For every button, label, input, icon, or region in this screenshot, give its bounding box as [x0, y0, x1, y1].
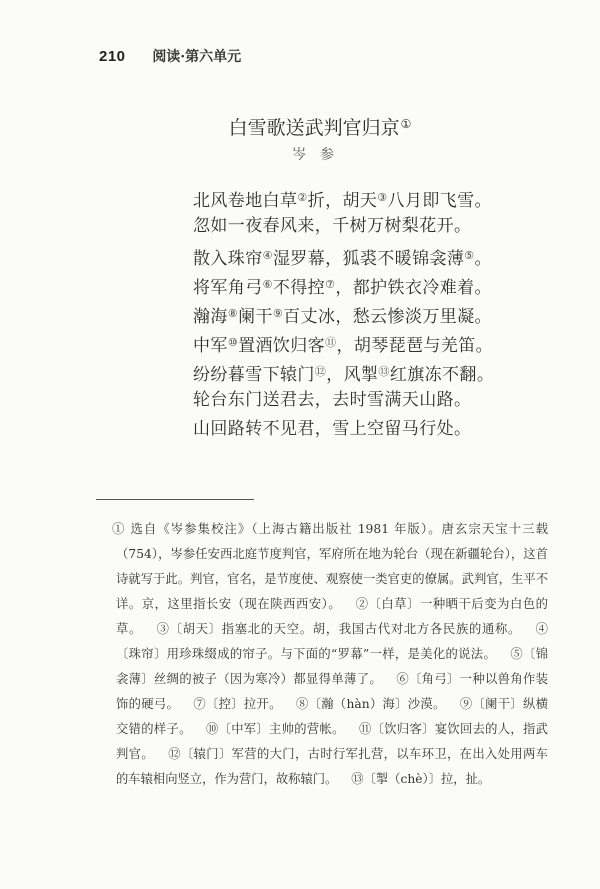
footnote: ⑬〔掣（chè）〕拉，扯。 [351, 772, 491, 786]
poem-text: 忽如一夜春风来，千树万树梨花开。 [193, 216, 472, 236]
footnote: ⑧〔瀚（hàn）海〕沙漠。 [295, 697, 446, 711]
footnote-marker: ⑤ [464, 249, 475, 262]
footnote-marker: ⑩ [227, 336, 239, 349]
poem-line [193, 299, 494, 328]
footnote-marker: ③ [377, 191, 388, 204]
footnote-marker: ⑦ [325, 278, 336, 291]
footnote: ① 选自《岑参集校注》（上海古籍出版社 1981 年版）。唐玄宗天宝十三载（754），岑参任安西北庭节度判官，军府所在地为轮台（现在新疆轮台），这首诗就写于此。判官，官名，是节度使、观察使一类官吏的僚属。武判官，生平不详。京，这里指长安（现在陕西西安）。 [112, 522, 548, 611]
footnote: ⑥〔角弓〕一种以兽角作装饰的硬弓。 [116, 672, 548, 711]
footnote: ⑪〔饮归客〕宴饮回去的人，指武判官。 [116, 722, 548, 761]
poem-title [0, 113, 600, 140]
footnote-marker: ② [297, 191, 308, 204]
footnote-marker: ① [400, 117, 412, 131]
footnote-divider [96, 499, 254, 500]
footnote: ⑫〔辕门〕军营的大门，古时行军扎营，以车环卫，在出入处用两车的车辕相向竖立，作为营门，故称辕门。 [116, 747, 548, 786]
poem-author: 岑参 [292, 147, 348, 163]
poem-text: 阑干 [238, 307, 273, 327]
poem-text: 不得控 [272, 278, 326, 298]
footnote: ⑨〔阑干〕纵横交错的样子。 [116, 697, 548, 736]
poem-text: 百丈冰，愁云惨淡万里凝。 [283, 307, 492, 327]
poem-body [193, 183, 494, 444]
footnote: ⑤〔锦衾薄〕丝绸的被子（因为寒冷）都显得单薄了。 [116, 647, 548, 686]
poem-text: 瀚海 [193, 307, 228, 327]
footnote: ③〔胡天〕指塞北的天空。胡，我国古代对北方各民族的通称。 [156, 622, 522, 636]
page-number: 210 [99, 48, 126, 65]
poem-text: 北风卷地白草 [193, 191, 298, 211]
poem-text: ，风掣 [326, 365, 379, 385]
footnote: ④〔珠帘〕用珍珠缀成的帘子。与下面的“罗幕”一样，是美化的说法。 [116, 622, 548, 661]
footnote: ②〔白草〕一种晒干后变为白色的草。 [116, 597, 548, 636]
poem-line [193, 183, 494, 212]
poem-text: 红旗冻不翻。 [389, 365, 495, 385]
poem-line [193, 386, 494, 415]
poem-line [193, 241, 494, 270]
poem-text: 将军角弓 [193, 278, 263, 298]
footnote-marker: ⑨ [272, 307, 284, 320]
poem-text: 山回路转不见君，雪上空留马行处。 [193, 419, 472, 439]
poem-text: 。 [474, 249, 492, 269]
footnote-marker: ⑫ [314, 365, 327, 378]
footnote-marker: ⑪ [325, 336, 337, 349]
footnote-marker: ⑧ [227, 307, 239, 320]
footnotes [112, 517, 548, 792]
poem-line [193, 270, 494, 299]
poem-text: 湿罗幕，狐裘不暖锦衾薄 [272, 249, 465, 269]
poem-text: 折，胡天 [307, 191, 378, 211]
footnote: ⑦〔控〕拉开。 [193, 697, 282, 711]
footnote-marker: ⑬ [378, 365, 390, 378]
footnote-marker: ④ [262, 249, 273, 262]
poem-line [193, 357, 494, 386]
poem-text: ，都护铁衣冷难着。 [335, 278, 492, 298]
page-header [99, 46, 241, 66]
footnote: ⑩〔中军〕主帅的营帐。 [205, 722, 345, 736]
poem-title-text: 白雪歌送武判官归京 [228, 117, 400, 139]
poem-text: 置酒饮归客 [238, 336, 326, 356]
poem-text: 纷纷暮雪下辕门 [193, 365, 315, 385]
poem-text: 八月即飞雪。 [387, 191, 492, 211]
poem-text: 中军 [193, 336, 228, 356]
poem-text: ，胡琴琵琶与羌笛。 [336, 336, 494, 356]
poem-text: 散入珠帘 [193, 249, 263, 269]
poem-text: 轮台东门送君去，去时雪满天山路。 [193, 390, 472, 410]
section-title: 阅读·第六单元 [152, 49, 242, 65]
poem-line [193, 415, 494, 444]
footnote-marker: ⑥ [262, 278, 273, 291]
poem-line [193, 328, 494, 357]
poem-line [193, 212, 494, 241]
